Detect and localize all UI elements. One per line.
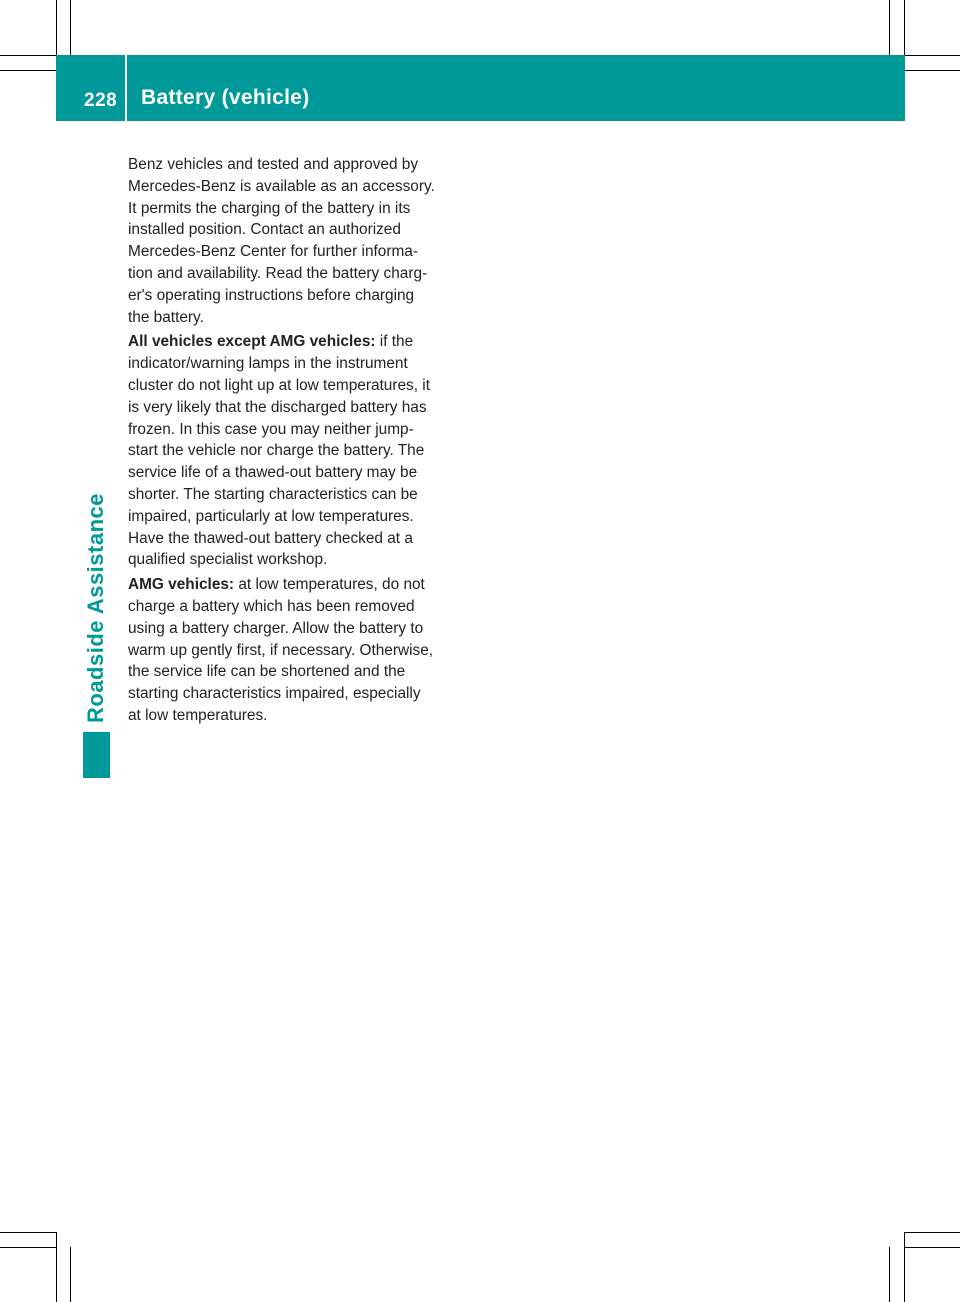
crop-mark bbox=[889, 0, 890, 55]
body-text bbox=[128, 154, 464, 730]
text-fragment: at low temperatures, do not bbox=[234, 576, 425, 594]
paragraph-lead: AMG vehicles: bbox=[128, 576, 235, 594]
paragraph-amg-vehicles bbox=[128, 574, 464, 727]
text-line: the battery. bbox=[128, 308, 204, 326]
page-number: 228 bbox=[84, 90, 118, 111]
crop-mark bbox=[0, 1232, 56, 1233]
crop-mark bbox=[0, 55, 56, 56]
header-divider bbox=[125, 55, 127, 121]
crop-mark bbox=[889, 1247, 890, 1302]
crop-mark bbox=[0, 1247, 56, 1248]
text-line: qualified specialist workshop. bbox=[128, 551, 328, 569]
text-line: frozen. In this case you may neither jump- bbox=[128, 420, 414, 438]
paragraph-all-vehicles bbox=[128, 331, 464, 571]
text-line: Mercedes-Benz is available as an accessory. bbox=[128, 177, 435, 195]
crop-mark bbox=[905, 1232, 960, 1233]
side-tab-label: Roadside Assistance bbox=[83, 493, 108, 723]
crop-mark bbox=[70, 1247, 71, 1302]
section-title: Battery (vehicle) bbox=[141, 86, 310, 109]
text-line: is very likely that the discharged battery has bbox=[128, 398, 427, 416]
text-line: indicator/warning lamps in the instrument bbox=[128, 355, 408, 373]
text-line: service life of a thawed-out battery may be bbox=[128, 464, 418, 482]
text-line: tion and availability. Read the battery charg- bbox=[128, 264, 428, 282]
text-line: starting characteristics impaired, especially bbox=[128, 685, 421, 703]
crop-mark bbox=[70, 0, 71, 55]
text-line: shorter. The starting characteristics can be bbox=[128, 485, 418, 503]
text-line: using a battery charger. Allow the battery to bbox=[128, 619, 424, 637]
text-line: Mercedes-Benz Center for further informa- bbox=[128, 243, 418, 261]
text-line: Benz vehicles and tested and approved by bbox=[128, 156, 419, 173]
paragraph-charger bbox=[128, 154, 464, 328]
text-line: warm up gently first, if necessary. Otherwise, bbox=[128, 641, 434, 659]
text-line: It permits the charging of the battery in its bbox=[128, 199, 411, 217]
text-line: cluster do not light up at low temperatures, it bbox=[128, 376, 430, 394]
text-line: Have the thawed-out battery checked at a bbox=[128, 529, 413, 547]
crop-mark bbox=[905, 70, 960, 71]
text-line: installed position. Contact an authorized bbox=[128, 221, 401, 239]
text-line: the service life can be shortened and the bbox=[128, 663, 406, 681]
text-line bbox=[128, 331, 464, 353]
crop-mark bbox=[904, 1232, 905, 1302]
text-line: start the vehicle nor charge the battery. The bbox=[128, 442, 425, 460]
crop-mark bbox=[56, 1232, 57, 1302]
side-tab-marker bbox=[83, 732, 110, 778]
text-line bbox=[128, 574, 464, 596]
text-line: impaired, particularly at low temperatures. bbox=[128, 507, 414, 525]
text-line: charge a battery which has been removed bbox=[128, 597, 415, 615]
paragraph-lead: All vehicles except AMG vehicles: bbox=[128, 333, 376, 351]
text-line: er's operating instructions before charging bbox=[128, 286, 415, 304]
crop-mark bbox=[905, 1247, 960, 1248]
crop-mark bbox=[905, 55, 960, 56]
crop-mark bbox=[0, 70, 56, 71]
text-fragment: if the bbox=[375, 333, 414, 351]
text-line: at low temperatures. bbox=[128, 706, 268, 724]
